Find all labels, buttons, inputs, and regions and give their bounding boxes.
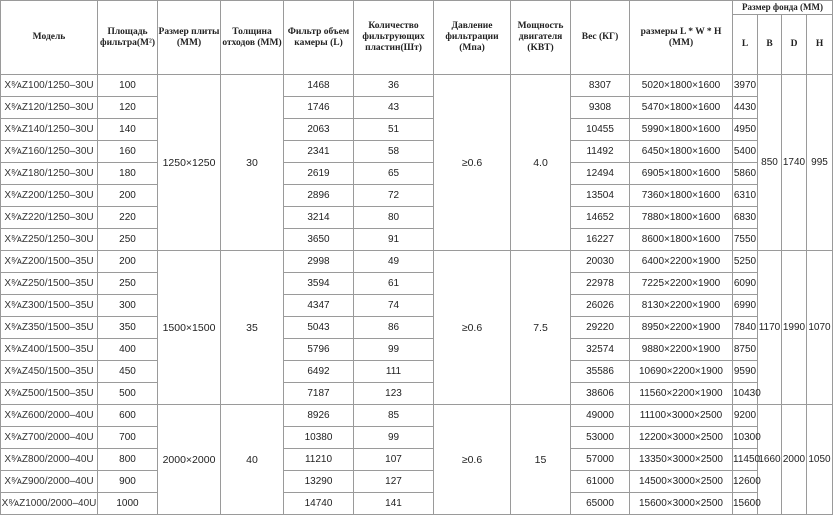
motor-power-cell: 15 bbox=[511, 405, 571, 515]
table-row bbox=[1, 273, 833, 295]
plate-count-cell: 123 bbox=[354, 383, 434, 405]
model-cell: X⁸⁄ᴀZ450/1500–35U bbox=[1, 361, 98, 383]
pressure-cell: ≥0.6 bbox=[434, 75, 511, 251]
model-cell: X⁸⁄ᴀZ140/1250–30U bbox=[1, 119, 98, 141]
weight-cell: 49000 bbox=[571, 405, 630, 427]
header-cake-thickness: Толщина отходов (MM) bbox=[221, 1, 284, 75]
weight-cell: 8307 bbox=[571, 75, 630, 97]
foundation-l-cell: 10430 bbox=[733, 383, 758, 405]
plate-count-cell: 72 bbox=[354, 185, 434, 207]
chamber-volume-cell: 1468 bbox=[284, 75, 354, 97]
foundation-l-cell: 5250 bbox=[733, 251, 758, 273]
table-row bbox=[1, 493, 833, 515]
weight-cell: 61000 bbox=[571, 471, 630, 493]
foundation-l-cell: 5400 bbox=[733, 141, 758, 163]
dimensions-cell: 13350×3000×2500 bbox=[630, 449, 733, 471]
model-cell: X⁸⁄ᴀZ700/2000–40U bbox=[1, 427, 98, 449]
dimensions-cell: 6400×2200×1900 bbox=[630, 251, 733, 273]
plate-count-cell: 51 bbox=[354, 119, 434, 141]
dimensions-cell: 8130×2200×1900 bbox=[630, 295, 733, 317]
header-weight: Вес (КГ) bbox=[571, 1, 630, 75]
foundation-l-cell: 10300 bbox=[733, 427, 758, 449]
chamber-volume-cell: 6492 bbox=[284, 361, 354, 383]
filter-area-cell: 1000 bbox=[98, 493, 158, 515]
table-row bbox=[1, 229, 833, 251]
model-cell: X⁸⁄ᴀZ120/1250–30U bbox=[1, 97, 98, 119]
plate-size-cell: 1500×1500 bbox=[158, 251, 221, 405]
weight-cell: 32574 bbox=[571, 339, 630, 361]
table-row bbox=[1, 119, 833, 141]
plate-count-cell: 36 bbox=[354, 75, 434, 97]
chamber-volume-cell: 2063 bbox=[284, 119, 354, 141]
chamber-volume-cell: 7187 bbox=[284, 383, 354, 405]
plate-count-cell: 43 bbox=[354, 97, 434, 119]
filter-area-cell: 250 bbox=[98, 273, 158, 295]
plate-count-cell: 80 bbox=[354, 207, 434, 229]
weight-cell: 57000 bbox=[571, 449, 630, 471]
chamber-volume-cell: 3594 bbox=[284, 273, 354, 295]
filter-area-cell: 160 bbox=[98, 141, 158, 163]
table-row bbox=[1, 405, 833, 427]
dimensions-cell: 7225×2200×1900 bbox=[630, 273, 733, 295]
model-cell: X⁸⁄ᴀZ200/1250–30U bbox=[1, 185, 98, 207]
chamber-volume-cell: 5796 bbox=[284, 339, 354, 361]
foundation-d-cell: 1990 bbox=[782, 251, 807, 405]
weight-cell: 13504 bbox=[571, 185, 630, 207]
foundation-h-cell: 1050 bbox=[807, 405, 833, 515]
motor-power-cell: 7.5 bbox=[511, 251, 571, 405]
weight-cell: 16227 bbox=[571, 229, 630, 251]
model-cell: X⁸⁄ᴀZ350/1500–35U bbox=[1, 317, 98, 339]
dimensions-cell: 7360×1800×1600 bbox=[630, 185, 733, 207]
dimensions-cell: 14500×3000×2500 bbox=[630, 471, 733, 493]
plate-count-cell: 65 bbox=[354, 163, 434, 185]
dimensions-cell: 11100×3000×2500 bbox=[630, 405, 733, 427]
filter-area-cell: 120 bbox=[98, 97, 158, 119]
model-cell: X⁸⁄ᴀZ400/1500–35U bbox=[1, 339, 98, 361]
filter-area-cell: 400 bbox=[98, 339, 158, 361]
dimensions-cell: 15600×3000×2500 bbox=[630, 493, 733, 515]
dimensions-cell: 5470×1800×1600 bbox=[630, 97, 733, 119]
header-dimensions: размеры L * W * H (MM) bbox=[630, 1, 733, 75]
dimensions-cell: 12200×3000×2500 bbox=[630, 427, 733, 449]
table-row bbox=[1, 383, 833, 405]
model-cell: X⁸⁄ᴀZ200/1500–35U bbox=[1, 251, 98, 273]
model-cell: X⁸⁄ᴀZ800/2000–40U bbox=[1, 449, 98, 471]
weight-cell: 22978 bbox=[571, 273, 630, 295]
weight-cell: 29220 bbox=[571, 317, 630, 339]
header-motor-power: Мощность двигателя (KBT) bbox=[511, 1, 571, 75]
filter-area-cell: 500 bbox=[98, 383, 158, 405]
header-foundation: Размер фонда (MM) bbox=[733, 1, 833, 15]
model-cell: X⁸⁄ᴀZ250/1250–30U bbox=[1, 229, 98, 251]
plate-count-cell: 141 bbox=[354, 493, 434, 515]
model-cell: X⁸⁄ᴀZ900/2000–40U bbox=[1, 471, 98, 493]
table-row bbox=[1, 317, 833, 339]
header-plate-size: Размер плиты (MM) bbox=[158, 1, 221, 75]
foundation-l-cell: 6990 bbox=[733, 295, 758, 317]
foundation-l-cell: 6830 bbox=[733, 207, 758, 229]
foundation-b-cell: 1660 bbox=[758, 405, 782, 515]
filter-area-cell: 900 bbox=[98, 471, 158, 493]
weight-cell: 9308 bbox=[571, 97, 630, 119]
model-cell: X⁸⁄ᴀZ500/1500–35U bbox=[1, 383, 98, 405]
table-row bbox=[1, 339, 833, 361]
header-pressure: Давление фильтрации (Мпа) bbox=[434, 1, 511, 75]
model-cell: X⁸⁄ᴀZ160/1250–30U bbox=[1, 141, 98, 163]
chamber-volume-cell: 2341 bbox=[284, 141, 354, 163]
pressure-cell: ≥0.6 bbox=[434, 405, 511, 515]
table-row bbox=[1, 141, 833, 163]
header-foundation-b: B bbox=[758, 15, 782, 75]
foundation-d-cell: 1740 bbox=[782, 75, 807, 251]
dimensions-cell: 11560×2200×1900 bbox=[630, 383, 733, 405]
cake-thickness-cell: 40 bbox=[221, 405, 284, 515]
table-row bbox=[1, 75, 833, 97]
filter-area-cell: 220 bbox=[98, 207, 158, 229]
motor-power-cell: 4.0 bbox=[511, 75, 571, 251]
plate-count-cell: 58 bbox=[354, 141, 434, 163]
dimensions-cell: 5990×1800×1600 bbox=[630, 119, 733, 141]
table-row bbox=[1, 185, 833, 207]
filter-area-cell: 800 bbox=[98, 449, 158, 471]
filter-area-cell: 200 bbox=[98, 251, 158, 273]
weight-cell: 35586 bbox=[571, 361, 630, 383]
foundation-l-cell: 7840 bbox=[733, 317, 758, 339]
header-foundation-l: L bbox=[733, 15, 758, 75]
foundation-l-cell: 7550 bbox=[733, 229, 758, 251]
foundation-l-cell: 11450 bbox=[733, 449, 758, 471]
table-body bbox=[1, 75, 833, 515]
header-filter-area: Площадь фильтра(М²) bbox=[98, 1, 158, 75]
table-header bbox=[1, 1, 833, 75]
foundation-l-cell: 15600 bbox=[733, 493, 758, 515]
plate-size-cell: 2000×2000 bbox=[158, 405, 221, 515]
foundation-l-cell: 12600 bbox=[733, 471, 758, 493]
filter-area-cell: 250 bbox=[98, 229, 158, 251]
weight-cell: 10455 bbox=[571, 119, 630, 141]
filter-area-cell: 100 bbox=[98, 75, 158, 97]
filter-area-cell: 350 bbox=[98, 317, 158, 339]
plate-count-cell: 91 bbox=[354, 229, 434, 251]
plate-count-cell: 49 bbox=[354, 251, 434, 273]
table-row bbox=[1, 449, 833, 471]
weight-cell: 14652 bbox=[571, 207, 630, 229]
filter-area-cell: 300 bbox=[98, 295, 158, 317]
foundation-l-cell: 6310 bbox=[733, 185, 758, 207]
foundation-l-cell: 6090 bbox=[733, 273, 758, 295]
chamber-volume-cell: 3214 bbox=[284, 207, 354, 229]
model-cell: X⁸⁄ᴀZ1000/2000–40U bbox=[1, 493, 98, 515]
filter-area-cell: 180 bbox=[98, 163, 158, 185]
model-cell: X⁸⁄ᴀZ180/1250–30U bbox=[1, 163, 98, 185]
plate-count-cell: 127 bbox=[354, 471, 434, 493]
chamber-volume-cell: 2619 bbox=[284, 163, 354, 185]
chamber-volume-cell: 13290 bbox=[284, 471, 354, 493]
filter-area-cell: 700 bbox=[98, 427, 158, 449]
dimensions-cell: 7880×1800×1600 bbox=[630, 207, 733, 229]
weight-cell: 11492 bbox=[571, 141, 630, 163]
chamber-volume-cell: 11210 bbox=[284, 449, 354, 471]
plate-count-cell: 85 bbox=[354, 405, 434, 427]
model-cell: X⁸⁄ᴀZ300/1500–35U bbox=[1, 295, 98, 317]
chamber-volume-cell: 3650 bbox=[284, 229, 354, 251]
plate-count-cell: 74 bbox=[354, 295, 434, 317]
plate-count-cell: 99 bbox=[354, 339, 434, 361]
table-row bbox=[1, 97, 833, 119]
weight-cell: 20030 bbox=[571, 251, 630, 273]
foundation-b-cell: 850 bbox=[758, 75, 782, 251]
header-foundation-d: D bbox=[782, 15, 807, 75]
dimensions-cell: 8600×1800×1600 bbox=[630, 229, 733, 251]
plate-count-cell: 111 bbox=[354, 361, 434, 383]
foundation-l-cell: 4430 bbox=[733, 97, 758, 119]
weight-cell: 26026 bbox=[571, 295, 630, 317]
chamber-volume-cell: 2896 bbox=[284, 185, 354, 207]
foundation-l-cell: 8750 bbox=[733, 339, 758, 361]
model-cell: X⁸⁄ᴀZ600/2000–40U bbox=[1, 405, 98, 427]
cake-thickness-cell: 30 bbox=[221, 75, 284, 251]
foundation-l-cell: 4950 bbox=[733, 119, 758, 141]
header-foundation-h: H bbox=[807, 15, 833, 75]
plate-size-cell: 1250×1250 bbox=[158, 75, 221, 251]
header-chamber-volume: Фильтр объем камеры (L) bbox=[284, 1, 354, 75]
weight-cell: 53000 bbox=[571, 427, 630, 449]
dimensions-cell: 6905×1800×1600 bbox=[630, 163, 733, 185]
foundation-l-cell: 3970 bbox=[733, 75, 758, 97]
chamber-volume-cell: 1746 bbox=[284, 97, 354, 119]
table-row bbox=[1, 251, 833, 273]
foundation-h-cell: 1070 bbox=[807, 251, 833, 405]
filter-area-cell: 140 bbox=[98, 119, 158, 141]
weight-cell: 65000 bbox=[571, 493, 630, 515]
model-cell: X⁸⁄ᴀZ250/1500–35U bbox=[1, 273, 98, 295]
plate-count-cell: 99 bbox=[354, 427, 434, 449]
weight-cell: 38606 bbox=[571, 383, 630, 405]
header-plate-count: Количество фильтрующих пластин(Шт) bbox=[354, 1, 434, 75]
chamber-volume-cell: 2998 bbox=[284, 251, 354, 273]
chamber-volume-cell: 5043 bbox=[284, 317, 354, 339]
chamber-volume-cell: 4347 bbox=[284, 295, 354, 317]
filter-area-cell: 200 bbox=[98, 185, 158, 207]
foundation-l-cell: 9200 bbox=[733, 405, 758, 427]
foundation-l-cell: 5860 bbox=[733, 163, 758, 185]
chamber-volume-cell: 8926 bbox=[284, 405, 354, 427]
dimensions-cell: 8950×2200×1900 bbox=[630, 317, 733, 339]
plate-count-cell: 86 bbox=[354, 317, 434, 339]
dimensions-cell: 6450×1800×1600 bbox=[630, 141, 733, 163]
table-row bbox=[1, 207, 833, 229]
table-row bbox=[1, 427, 833, 449]
chamber-volume-cell: 14740 bbox=[284, 493, 354, 515]
model-cell: X⁸⁄ᴀZ100/1250–30U bbox=[1, 75, 98, 97]
model-cell: X⁸⁄ᴀZ220/1250–30U bbox=[1, 207, 98, 229]
foundation-d-cell: 2000 bbox=[782, 405, 807, 515]
dimensions-cell: 9880×2200×1900 bbox=[630, 339, 733, 361]
filter-area-cell: 450 bbox=[98, 361, 158, 383]
weight-cell: 12494 bbox=[571, 163, 630, 185]
dimensions-cell: 10690×2200×1900 bbox=[630, 361, 733, 383]
foundation-l-cell: 9590 bbox=[733, 361, 758, 383]
pressure-cell: ≥0.6 bbox=[434, 251, 511, 405]
foundation-b-cell: 1170 bbox=[758, 251, 782, 405]
table-row bbox=[1, 163, 833, 185]
table-row bbox=[1, 361, 833, 383]
chamber-volume-cell: 10380 bbox=[284, 427, 354, 449]
header-model: Модель bbox=[1, 1, 98, 75]
plate-count-cell: 107 bbox=[354, 449, 434, 471]
filter-area-cell: 600 bbox=[98, 405, 158, 427]
table-row bbox=[1, 295, 833, 317]
plate-count-cell: 61 bbox=[354, 273, 434, 295]
dimensions-cell: 5020×1800×1600 bbox=[630, 75, 733, 97]
cake-thickness-cell: 35 bbox=[221, 251, 284, 405]
foundation-h-cell: 995 bbox=[807, 75, 833, 251]
table-row bbox=[1, 471, 833, 493]
